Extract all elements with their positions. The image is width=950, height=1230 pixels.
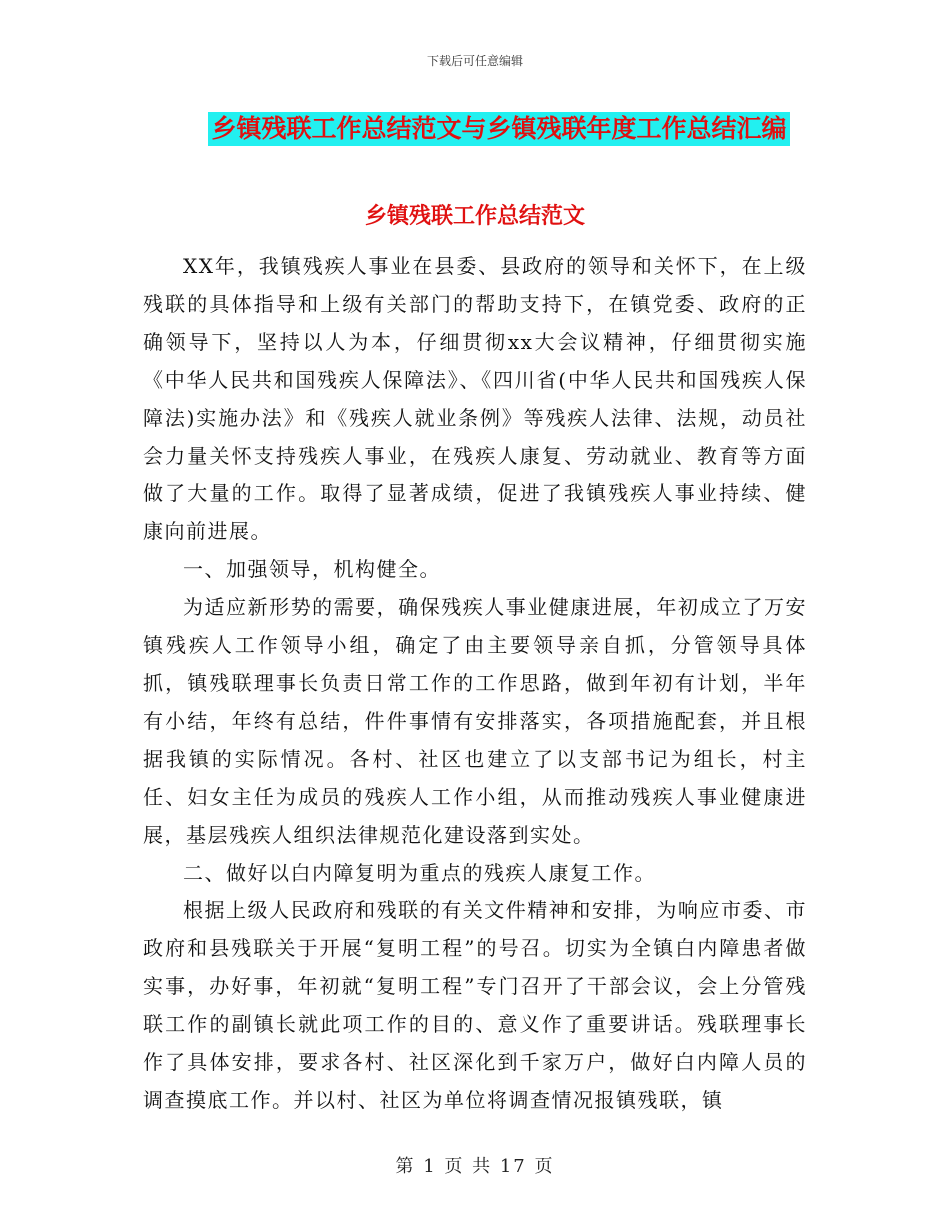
document-main-title: 乡镇残联工作总结范文与乡镇残联年度工作总结汇编 — [208, 112, 789, 146]
section-heading: 二、做好以白内障复明为重点的残疾人康复工作。 — [183, 860, 656, 885]
document-section-title: 乡镇残联工作总结范文 — [364, 204, 585, 229]
document-body — [143, 248, 807, 1120]
page-header-note: 下载后可任意编辑 — [426, 54, 523, 68]
page-number-indicator: 第 1 页 共 17 页 — [395, 1156, 555, 1177]
body-paragraph: 为适应新形势的需要，确保残疾人事业健康进展，年初成立了万安镇残疾人工作领导小组，确定了由主要领导亲自抓，分管领导具体抓，镇残联理事长负责日常工作的工作思路，做到年初有计划，半年有小结，年终有总结，件件事情有安排落实，各项措施配套，并且根据我镇的实际情况。各村、社区也建立了以支部书记为组长，村主任、妇女主任为成员的残疾人工作小组，从而推动残疾人事业健康进展，基层残疾人组织法律规范化建设落到实处。 — [143, 595, 807, 847]
body-paragraph: 根据上级人民政府和残联的有关文件精神和安排，为响应市委、市政府和县残联关于开展“复明工程”的号召。切实为全镇白内障患者做实事，办好事，年初就“复明工程”专门召开了干部会议，会上分管残联工作的副镇长就此项工作的目的、意义作了重要讲话。残联理事长作了具体安排，要求各村、社区深化到千家万户，做好白内障人员的调查摸底工作。并以村、社区为单位将调查情况报镇残联，镇 — [143, 898, 807, 1112]
main-title-container — [0, 112, 950, 146]
body-paragraph: XX年，我镇残疾人事业在县委、县政府的领导和关怀下，在上级残联的具体指导和上级有关部门的帮助支持下，在镇党委、政府的正确领导下，坚持以人为本，仔细贯彻xx大会议精神，仔细贯彻实施《中华人民共和国残疾人保障法》、《四川省(中华人民共和国残疾人保障法)实施办法》和《残疾人就业条例》等残疾人法律、法规，动员社会力量关怀支持残疾人事业，在残疾人康复、劳动就业、教育等方面做了大量的工作。取得了显著成绩，促进了我镇残疾人事业持续、健康向前进展。 — [143, 254, 807, 544]
section-heading: 一、加强领导，机构健全。 — [183, 557, 441, 582]
